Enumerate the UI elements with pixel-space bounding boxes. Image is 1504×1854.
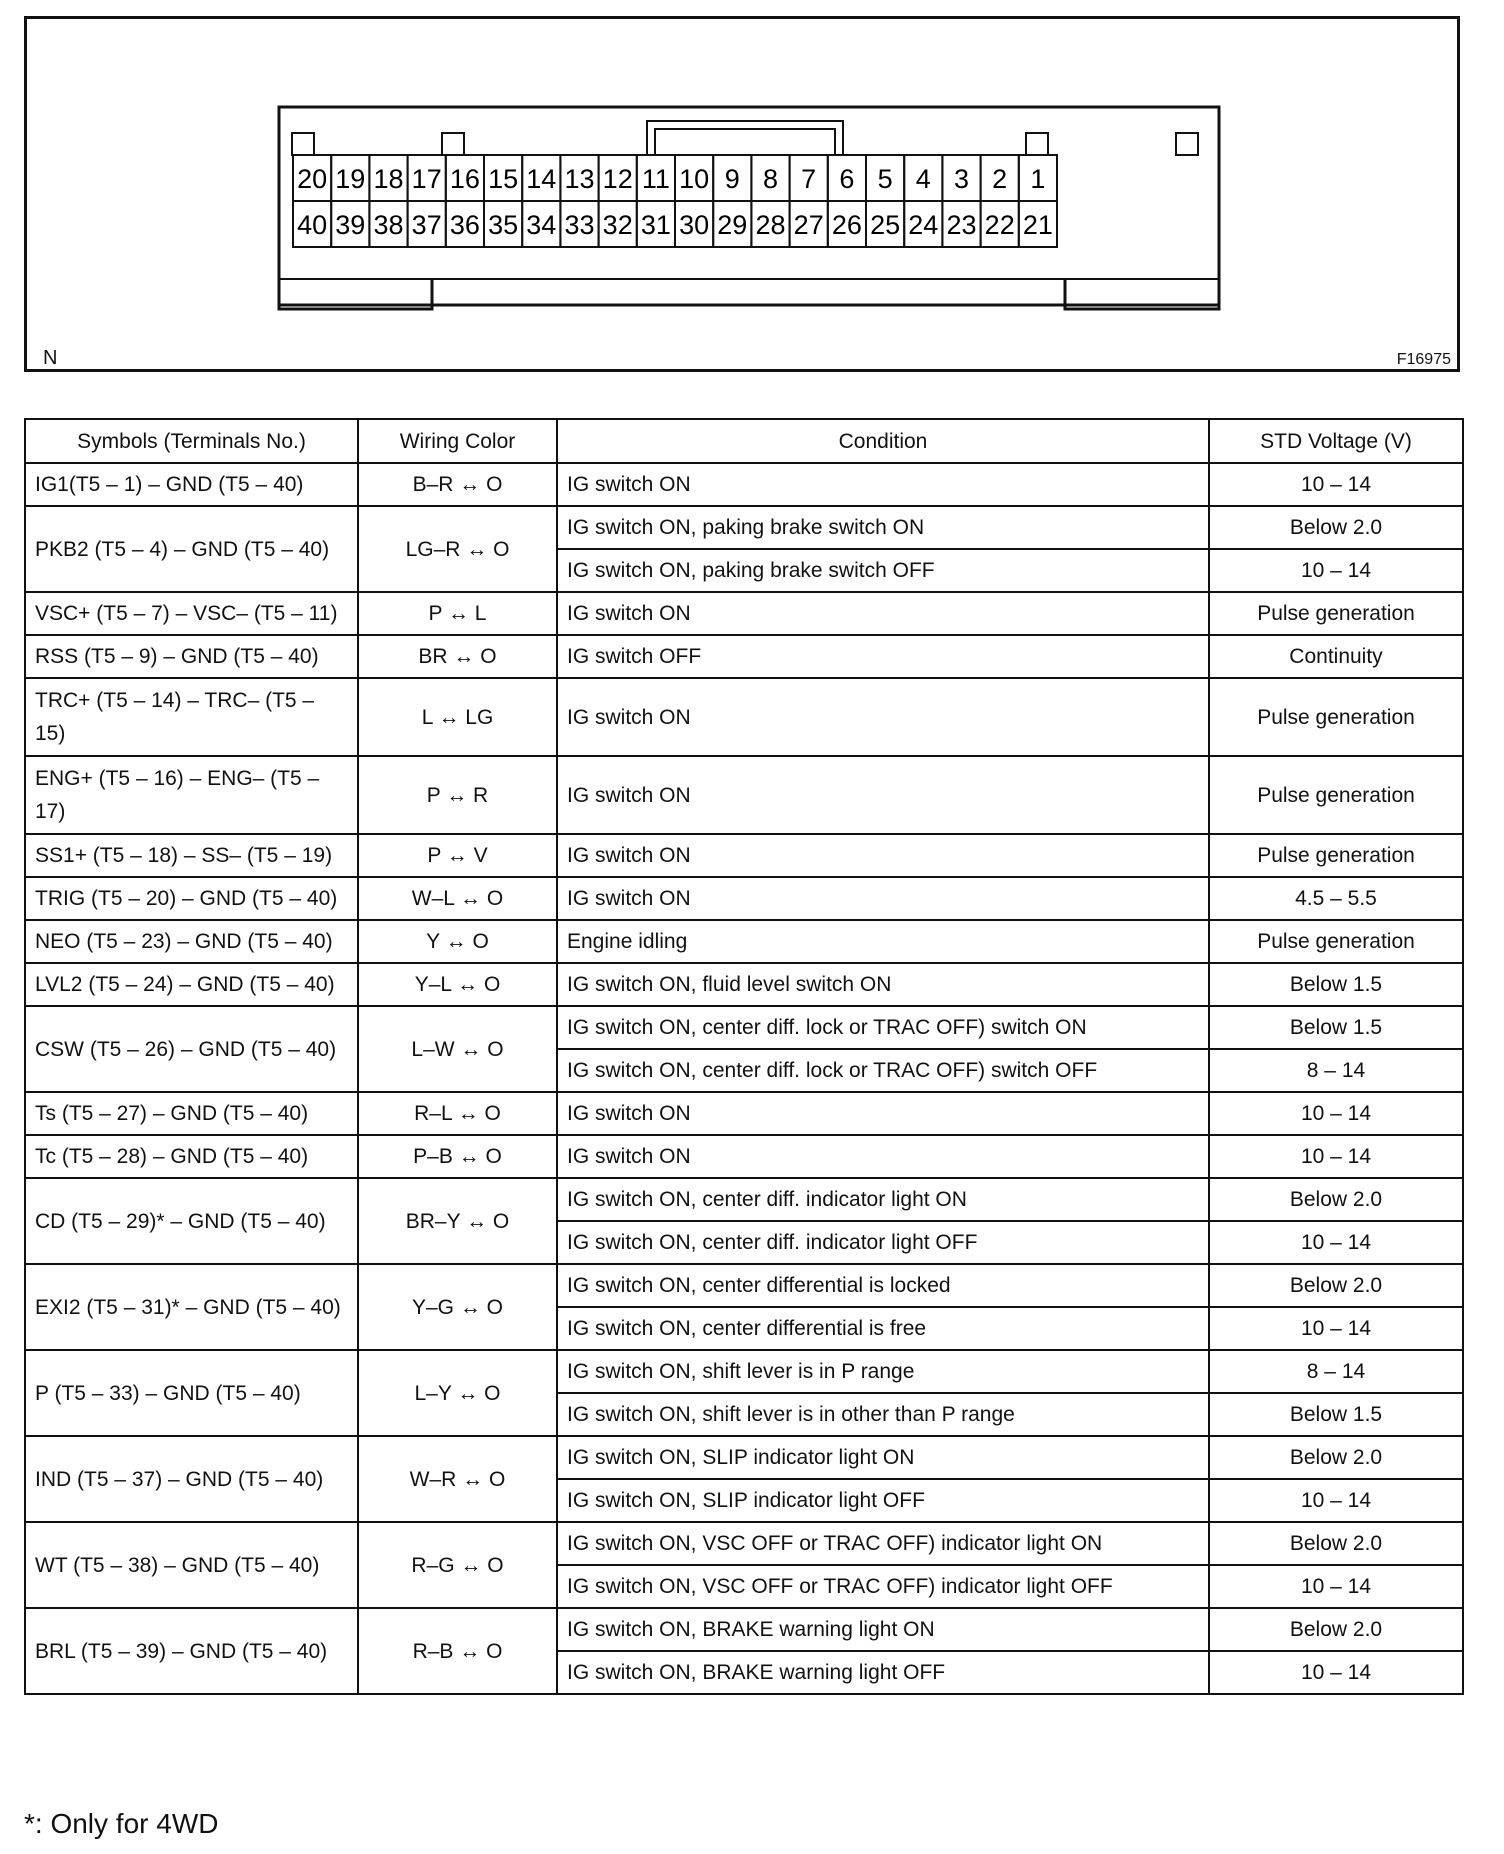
wiring-color-cell: L ↔ LG xyxy=(358,678,557,756)
pin-number: 26 xyxy=(831,210,862,240)
voltage-cell: 10 – 14 xyxy=(1209,1565,1463,1608)
pin-number: 25 xyxy=(870,210,901,240)
voltage-cell: 10 – 14 xyxy=(1209,1221,1463,1264)
condition-cell: IG switch ON, center diff. indicator light ON xyxy=(557,1178,1209,1221)
wiring-color-cell: P ↔ L xyxy=(358,592,557,635)
pin-number: 7 xyxy=(801,164,817,194)
wiring-color-cell: W–L ↔ O xyxy=(358,877,557,920)
wiring-color-cell: L–Y ↔ O xyxy=(358,1350,557,1436)
symbol-cell: VSC+ (T5 – 7) – VSC– (T5 – 11) xyxy=(25,592,358,635)
pin-number: 19 xyxy=(335,164,366,194)
footnote: *: Only for 4WD xyxy=(24,1808,219,1839)
condition-cell: IG switch OFF xyxy=(557,635,1209,678)
pin-number: 13 xyxy=(564,164,595,194)
condition-cell: IG switch ON, paking brake switch ON xyxy=(557,506,1209,549)
voltage-cell: 10 – 14 xyxy=(1209,549,1463,592)
table-row xyxy=(25,1608,1463,1651)
pin-number: 4 xyxy=(915,164,931,194)
connector-diagram xyxy=(24,16,1460,372)
pin-grid xyxy=(293,155,1057,247)
pin-number: 32 xyxy=(602,210,633,240)
pin-number: 23 xyxy=(946,210,977,240)
voltage-cell: Below 1.5 xyxy=(1209,963,1463,1006)
wiring-color-cell: R–L ↔ O xyxy=(358,1092,557,1135)
pin-number: 35 xyxy=(488,210,519,240)
condition-cell: IG switch ON, shift lever is in P range xyxy=(557,1350,1209,1393)
voltage-cell: 8 – 14 xyxy=(1209,1049,1463,1092)
condition-cell: IG switch ON, center diff. lock or TRAC OFF) switch OFF xyxy=(557,1049,1209,1092)
header-condition: Condition xyxy=(557,419,1209,463)
wiring-color-cell: Y–G ↔ O xyxy=(358,1264,557,1350)
condition-cell: IG switch ON xyxy=(557,592,1209,635)
pin-number: 31 xyxy=(640,210,671,240)
pin-number: 21 xyxy=(1022,210,1053,240)
symbol-cell: RSS (T5 – 9) – GND (T5 – 40) xyxy=(25,635,358,678)
pin-number: 38 xyxy=(373,210,404,240)
connector-housing xyxy=(279,107,1219,305)
pin-number: 8 xyxy=(762,164,779,194)
table-row xyxy=(25,592,1463,635)
condition-cell: IG switch ON xyxy=(557,678,1209,756)
pin-number: 22 xyxy=(984,210,1015,240)
table-row xyxy=(25,1350,1463,1393)
pin-number: 11 xyxy=(641,164,670,194)
condition-cell: IG switch ON, fluid level switch ON xyxy=(557,963,1209,1006)
figure-code: F16975 xyxy=(1396,351,1451,368)
wiring-color-cell: L–W ↔ O xyxy=(358,1006,557,1092)
pin-number: 16 xyxy=(449,164,480,194)
voltage-cell: Pulse generation xyxy=(1209,592,1463,635)
condition-cell: IG switch ON, VSC OFF or TRAC OFF) indicator light ON xyxy=(557,1522,1209,1565)
pin-number: 28 xyxy=(755,210,786,240)
pin-number: 37 xyxy=(411,210,442,240)
voltage-cell: Below 2.0 xyxy=(1209,506,1463,549)
wiring-color-cell: B–R ↔ O xyxy=(358,463,557,506)
voltage-cell: 10 – 14 xyxy=(1209,1651,1463,1694)
symbol-cell: IND (T5 – 37) – GND (T5 – 40) xyxy=(25,1436,358,1522)
condition-cell: IG switch ON, center diff. indicator light OFF xyxy=(557,1221,1209,1264)
voltage-cell: 10 – 14 xyxy=(1209,1307,1463,1350)
table-row xyxy=(25,877,1463,920)
symbol-cell: PKB2 (T5 – 4) – GND (T5 – 40) xyxy=(25,506,358,592)
table-row xyxy=(25,1178,1463,1221)
voltage-cell: 10 – 14 xyxy=(1209,1092,1463,1135)
table-row xyxy=(25,506,1463,549)
header-symbols: Symbols (Terminals No.) xyxy=(25,419,358,463)
condition-cell: IG switch ON, SLIP indicator light OFF xyxy=(557,1479,1209,1522)
wiring-color-cell: BR ↔ O xyxy=(358,635,557,678)
condition-cell: IG switch ON xyxy=(557,877,1209,920)
wiring-color-cell: LG–R ↔ O xyxy=(358,506,557,592)
connector-drawing xyxy=(27,19,1463,375)
voltage-cell: Below 2.0 xyxy=(1209,1608,1463,1651)
table-row xyxy=(25,635,1463,678)
condition-cell: Engine idling xyxy=(557,920,1209,963)
symbol-cell: TRC+ (T5 – 14) – TRC– (T5 – 15) xyxy=(25,678,358,756)
condition-cell: IG switch ON, SLIP indicator light ON xyxy=(557,1436,1209,1479)
condition-cell: IG switch ON xyxy=(557,756,1209,834)
table-row xyxy=(25,1135,1463,1178)
condition-cell: IG switch ON xyxy=(557,834,1209,877)
condition-cell: IG switch ON, VSC OFF or TRAC OFF) indicator light OFF xyxy=(557,1565,1209,1608)
symbol-cell: IG1(T5 – 1) – GND (T5 – 40) xyxy=(25,463,358,506)
symbol-cell: TRIG (T5 – 20) – GND (T5 – 40) xyxy=(25,877,358,920)
wiring-color-cell: Y–L ↔ O xyxy=(358,963,557,1006)
header-std-voltage: STD Voltage (V) xyxy=(1209,419,1463,463)
pin-number: 6 xyxy=(839,164,855,194)
table-row xyxy=(25,756,1463,834)
lock-tab-outer xyxy=(647,121,843,155)
voltage-cell: Below 1.5 xyxy=(1209,1006,1463,1049)
condition-cell: IG switch ON xyxy=(557,1092,1209,1135)
pin-number: 12 xyxy=(602,164,633,194)
pin-number: 34 xyxy=(526,210,557,240)
wiring-color-cell: P ↔ V xyxy=(358,834,557,877)
pin-number: 36 xyxy=(449,210,480,240)
pin-number: 29 xyxy=(717,210,748,240)
table-row xyxy=(25,1006,1463,1049)
pin-number: 15 xyxy=(488,164,519,194)
table-row xyxy=(25,834,1463,877)
terminal-table xyxy=(24,418,1464,1695)
voltage-cell: Below 1.5 xyxy=(1209,1393,1463,1436)
key-notch xyxy=(442,133,464,155)
wiring-color-cell: P ↔ R xyxy=(358,756,557,834)
condition-cell: IG switch ON xyxy=(557,1135,1209,1178)
symbol-cell: EXI2 (T5 – 31)* – GND (T5 – 40) xyxy=(25,1264,358,1350)
table-row xyxy=(25,920,1463,963)
condition-cell: IG switch ON, center diff. lock or TRAC OFF) switch ON xyxy=(557,1006,1209,1049)
condition-cell: IG switch ON, BRAKE warning light OFF xyxy=(557,1651,1209,1694)
voltage-cell: Pulse generation xyxy=(1209,756,1463,834)
voltage-cell: 10 – 14 xyxy=(1209,1135,1463,1178)
lock-tab-inner xyxy=(655,129,835,155)
condition-cell: IG switch ON, BRAKE warning light ON xyxy=(557,1608,1209,1651)
voltage-cell: Below 2.0 xyxy=(1209,1436,1463,1479)
pin-number: 10 xyxy=(679,164,710,194)
symbol-cell: P (T5 – 33) – GND (T5 – 40) xyxy=(25,1350,358,1436)
wiring-color-cell: R–B ↔ O xyxy=(358,1608,557,1694)
symbol-cell: ENG+ (T5 – 16) – ENG– (T5 – 17) xyxy=(25,756,358,834)
wiring-color-cell: Y ↔ O xyxy=(358,920,557,963)
symbol-cell: BRL (T5 – 39) – GND (T5 – 40) xyxy=(25,1608,358,1694)
symbol-cell: NEO (T5 – 23) – GND (T5 – 40) xyxy=(25,920,358,963)
key-notch xyxy=(1176,133,1198,155)
voltage-cell: 4.5 – 5.5 xyxy=(1209,877,1463,920)
wiring-color-cell: R–G ↔ O xyxy=(358,1522,557,1608)
pin-number: 14 xyxy=(526,164,557,194)
key-notch xyxy=(1026,133,1048,155)
condition-cell: IG switch ON xyxy=(557,463,1209,506)
pin-number: 2 xyxy=(992,164,1008,194)
pin-number: 1 xyxy=(1030,164,1046,194)
pin-number: 17 xyxy=(411,164,442,194)
orientation-label: N xyxy=(43,347,58,369)
key-notch xyxy=(292,133,314,155)
table-row xyxy=(25,678,1463,756)
wiring-color-cell: W–R ↔ O xyxy=(358,1436,557,1522)
condition-cell: IG switch ON, center differential is free xyxy=(557,1307,1209,1350)
table-row xyxy=(25,963,1463,1006)
symbol-cell: Ts (T5 – 27) – GND (T5 – 40) xyxy=(25,1092,358,1135)
table-row xyxy=(25,463,1463,506)
pin-number: 33 xyxy=(564,210,595,240)
symbol-cell: WT (T5 – 38) – GND (T5 – 40) xyxy=(25,1522,358,1608)
voltage-cell: 10 – 14 xyxy=(1209,463,1463,506)
wiring-color-cell: P–B ↔ O xyxy=(358,1135,557,1178)
voltage-cell: Pulse generation xyxy=(1209,678,1463,756)
voltage-cell: Continuity xyxy=(1209,635,1463,678)
pin-number: 40 xyxy=(297,210,328,240)
voltage-cell: Below 2.0 xyxy=(1209,1522,1463,1565)
pin-number: 3 xyxy=(953,164,970,194)
table-row xyxy=(25,1522,1463,1565)
symbol-cell: Tc (T5 – 28) – GND (T5 – 40) xyxy=(25,1135,358,1178)
symbol-cell: CD (T5 – 29)* – GND (T5 – 40) xyxy=(25,1178,358,1264)
voltage-cell: 8 – 14 xyxy=(1209,1350,1463,1393)
condition-cell: IG switch ON, paking brake switch OFF xyxy=(557,549,1209,592)
wiring-color-cell: BR–Y ↔ O xyxy=(358,1178,557,1264)
pin-number: 30 xyxy=(679,210,710,240)
voltage-cell: Pulse generation xyxy=(1209,834,1463,877)
pin-number: 20 xyxy=(297,164,328,194)
pin-number: 5 xyxy=(877,164,893,194)
pin-number: 9 xyxy=(724,164,740,194)
symbol-cell: SS1+ (T5 – 18) – SS– (T5 – 19) xyxy=(25,834,358,877)
pin-number: 39 xyxy=(335,210,366,240)
condition-cell: IG switch ON, shift lever is in other than P range xyxy=(557,1393,1209,1436)
header-wiring-color: Wiring Color xyxy=(358,419,557,463)
pin-number: 24 xyxy=(908,210,939,240)
voltage-cell: Pulse generation xyxy=(1209,920,1463,963)
pin-number: 27 xyxy=(793,210,824,240)
table-row xyxy=(25,1264,1463,1307)
table-row xyxy=(25,1436,1463,1479)
condition-cell: IG switch ON, center differential is locked xyxy=(557,1264,1209,1307)
table-row xyxy=(25,1092,1463,1135)
voltage-cell: Below 2.0 xyxy=(1209,1264,1463,1307)
symbol-cell: LVL2 (T5 – 24) – GND (T5 – 40) xyxy=(25,963,358,1006)
symbol-cell: CSW (T5 – 26) – GND (T5 – 40) xyxy=(25,1006,358,1092)
voltage-cell: Below 2.0 xyxy=(1209,1178,1463,1221)
voltage-cell: 10 – 14 xyxy=(1209,1479,1463,1522)
pin-number: 18 xyxy=(373,164,404,194)
